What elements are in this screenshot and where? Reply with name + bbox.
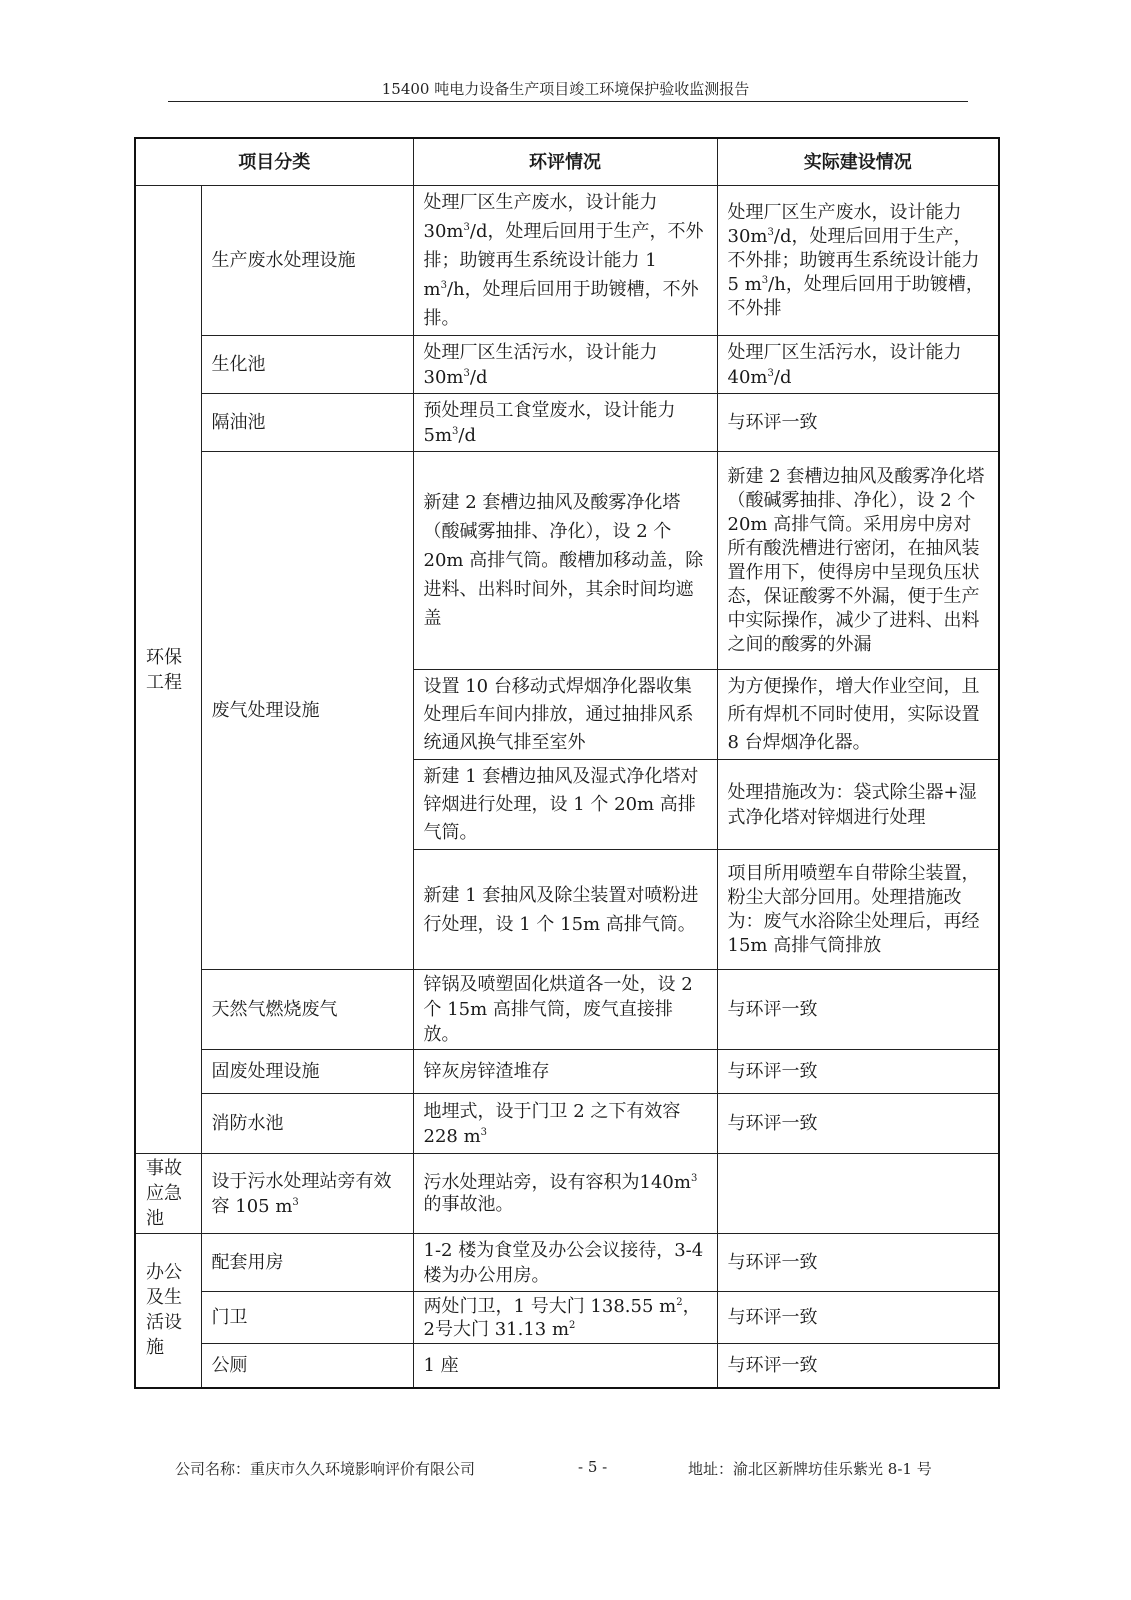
item-cell: 公厕 xyxy=(201,1344,413,1388)
table-row xyxy=(135,970,999,1050)
footer-page-number: - 5 - xyxy=(578,1458,608,1476)
actual-cell: 处理厂区生活污水，设计能力 $40m^3/d$ xyxy=(717,336,999,394)
item-cell: 天然气燃烧废气 xyxy=(201,970,413,1050)
header-actual: 实际建设情况 xyxy=(717,138,999,186)
item-cell: 固废处理设施 xyxy=(201,1050,413,1094)
header-eia: 环评情况 xyxy=(413,138,717,186)
item-cell: 配套用房 xyxy=(201,1234,413,1292)
eia-cell: 处理厂区生活污水，设计能力$30m^3/d$ xyxy=(413,336,717,394)
actual-cell: 处理措施改为：袋式除尘器+湿式净化塔对锌烟进行处理 xyxy=(717,760,999,850)
table-row xyxy=(135,1344,999,1388)
category-label: 环保工程 xyxy=(146,646,182,693)
actual-cell: 与环评一致 xyxy=(717,970,999,1050)
eia-cell: 锌灰房锌渣堆存 xyxy=(413,1050,717,1094)
table-row xyxy=(135,1094,999,1154)
eia-cell: 锌锅及喷塑固化烘道各一处，设 2 个 15m 高排气筒，废气直接排放。 xyxy=(413,970,717,1050)
unit-superscript: 3 xyxy=(767,367,774,379)
unit-superscript: 3 xyxy=(767,226,774,238)
unit-superscript: 3 xyxy=(690,1172,698,1184)
actual-cell: 与环评一致 xyxy=(717,1292,999,1344)
actual-cell: 项目所用喷塑车自带除尘装置，粉尘大部分回用。处理措施改为：废气水浴除尘处理后，再经 15m 高排气筒排放 xyxy=(717,850,999,970)
table-row xyxy=(135,1234,999,1292)
actual-cell: 与环评一致 xyxy=(717,1050,999,1094)
item-cell: 门卫 xyxy=(201,1292,413,1344)
unit-superscript: 3 xyxy=(440,280,447,291)
eia-cell: 新建 2 套槽边抽风及酸雾净化塔（酸碱雾抽排、净化），设 2 个 20m 高排气筒。酸槽加移动盖，除进料、出料时间外，其余时间均遮盖 xyxy=(413,452,717,670)
table-row xyxy=(135,1292,999,1344)
unit-superscript: 3 xyxy=(761,274,769,286)
eia-cell: 设于污水处理站旁有效容 105 $m^3$ xyxy=(201,1154,413,1234)
unit-superscript: 3 xyxy=(480,1126,488,1138)
table-row xyxy=(135,186,999,336)
eia-cell: 预处理员工食堂废水，设计能力$5m^3/d$ xyxy=(413,394,717,452)
report-title: 15400 吨电力设备生产项目竣工环境保护验收监测报告 xyxy=(381,80,750,98)
eia-cell: 两处门卫，1 号大门 138.55 $m^2$，2号大门 31.13 $m^2$ xyxy=(413,1292,717,1344)
table-row xyxy=(135,394,999,452)
item-cell: 事故应急池 xyxy=(135,1154,201,1234)
table-row xyxy=(135,336,999,394)
actual-cell: 与环评一致 xyxy=(717,1344,999,1388)
eia-cell: 处理厂区生产废水，设计能力$30m^3/d$，处理后回用于生产，不外排；助镀再生系统设计能力 1 $m^3/h$，处理后回用于助镀槽，不外排。 xyxy=(413,186,717,336)
category-label: 办公及生活设施 xyxy=(146,1262,182,1359)
table-row xyxy=(135,1050,999,1094)
unit-superscript: 2 xyxy=(676,1296,683,1308)
actual-cell: 污水处理站旁，设有容积为$140m^3$ 的事故池。 xyxy=(413,1154,717,1234)
table-row xyxy=(135,1154,999,1234)
item-cell: 生化池 xyxy=(201,336,413,394)
footer-company: 公司名称：重庆市久久环境影响评价有限公司 xyxy=(175,1460,476,1478)
item-cell: 生产废水处理设施 xyxy=(201,186,413,336)
header-category: 项目分类 xyxy=(135,138,413,186)
category-cell xyxy=(135,186,201,1154)
unit-superscript: 2 xyxy=(569,1319,576,1331)
footer-address: 地址：渝北区新牌坊佳乐紫光 8-1 号 xyxy=(688,1460,932,1478)
actual-cell: 与环评一致 xyxy=(717,394,999,452)
unit-superscript: 3 xyxy=(452,425,459,437)
eia-cell: 1 座 xyxy=(413,1344,717,1388)
eia-cell: 设置 10 台移动式焊烟净化器收集处理后车间内排放，通过抽排风系统通风换气排至室外 xyxy=(413,670,717,760)
actual-cell: 与环评一致 xyxy=(717,1234,999,1292)
unit-superscript: 3 xyxy=(292,1196,299,1208)
eia-cell: 地埋式，设于门卫 2 之下有效容228 $m^3$ xyxy=(413,1094,717,1154)
actual-cell: 为方便操作，增大作业空间，且所有焊机不同时使用，实际设置 8 台焊烟净化器。 xyxy=(717,670,999,760)
item-cell: 废气处理设施 xyxy=(201,452,413,970)
actual-cell: 处理厂区生产废水，设计能力 $30m^3/d$，处理后回用于生产，不外排；助镀再生系统设计能力 5 $m^3/h$，处理后回用于助镀槽，不外排 xyxy=(717,186,999,336)
project-comparison-table xyxy=(134,137,1000,1389)
eia-cell: 新建 1 套槽边抽风及湿式净化塔对锌烟进行处理，设 1 个 20m 高排气筒。 xyxy=(413,760,717,850)
actual-cell: 与环评一致 xyxy=(717,1094,999,1154)
item-cell: 隔油池 xyxy=(201,394,413,452)
eia-cell: 1-2 楼为食堂及办公会议接待，3-4楼为办公用房。 xyxy=(413,1234,717,1292)
item-cell: 消防水池 xyxy=(201,1094,413,1154)
actual-cell: 新建 2 套槽边抽风及酸雾净化塔（酸碱雾抽排、净化），设 2 个 20m 高排气筒。采用房中房对所有酸洗槽进行密闭，在抽风装置作用下，使得房中呈现负压状态，保证酸雾不外漏，便于生产中实际操作，减少了进料、出料之间的酸雾的外漏 xyxy=(717,452,999,670)
header-rule xyxy=(168,101,968,102)
unit-superscript: 3 xyxy=(463,222,470,233)
table-row xyxy=(135,452,999,670)
unit-superscript: 3 xyxy=(463,367,470,379)
eia-cell: 新建 1 套抽风及除尘装置对喷粉进行处理，设 1 个 15m 高排气筒。 xyxy=(413,850,717,970)
table-header-row xyxy=(135,138,999,186)
category-cell xyxy=(135,1234,201,1388)
